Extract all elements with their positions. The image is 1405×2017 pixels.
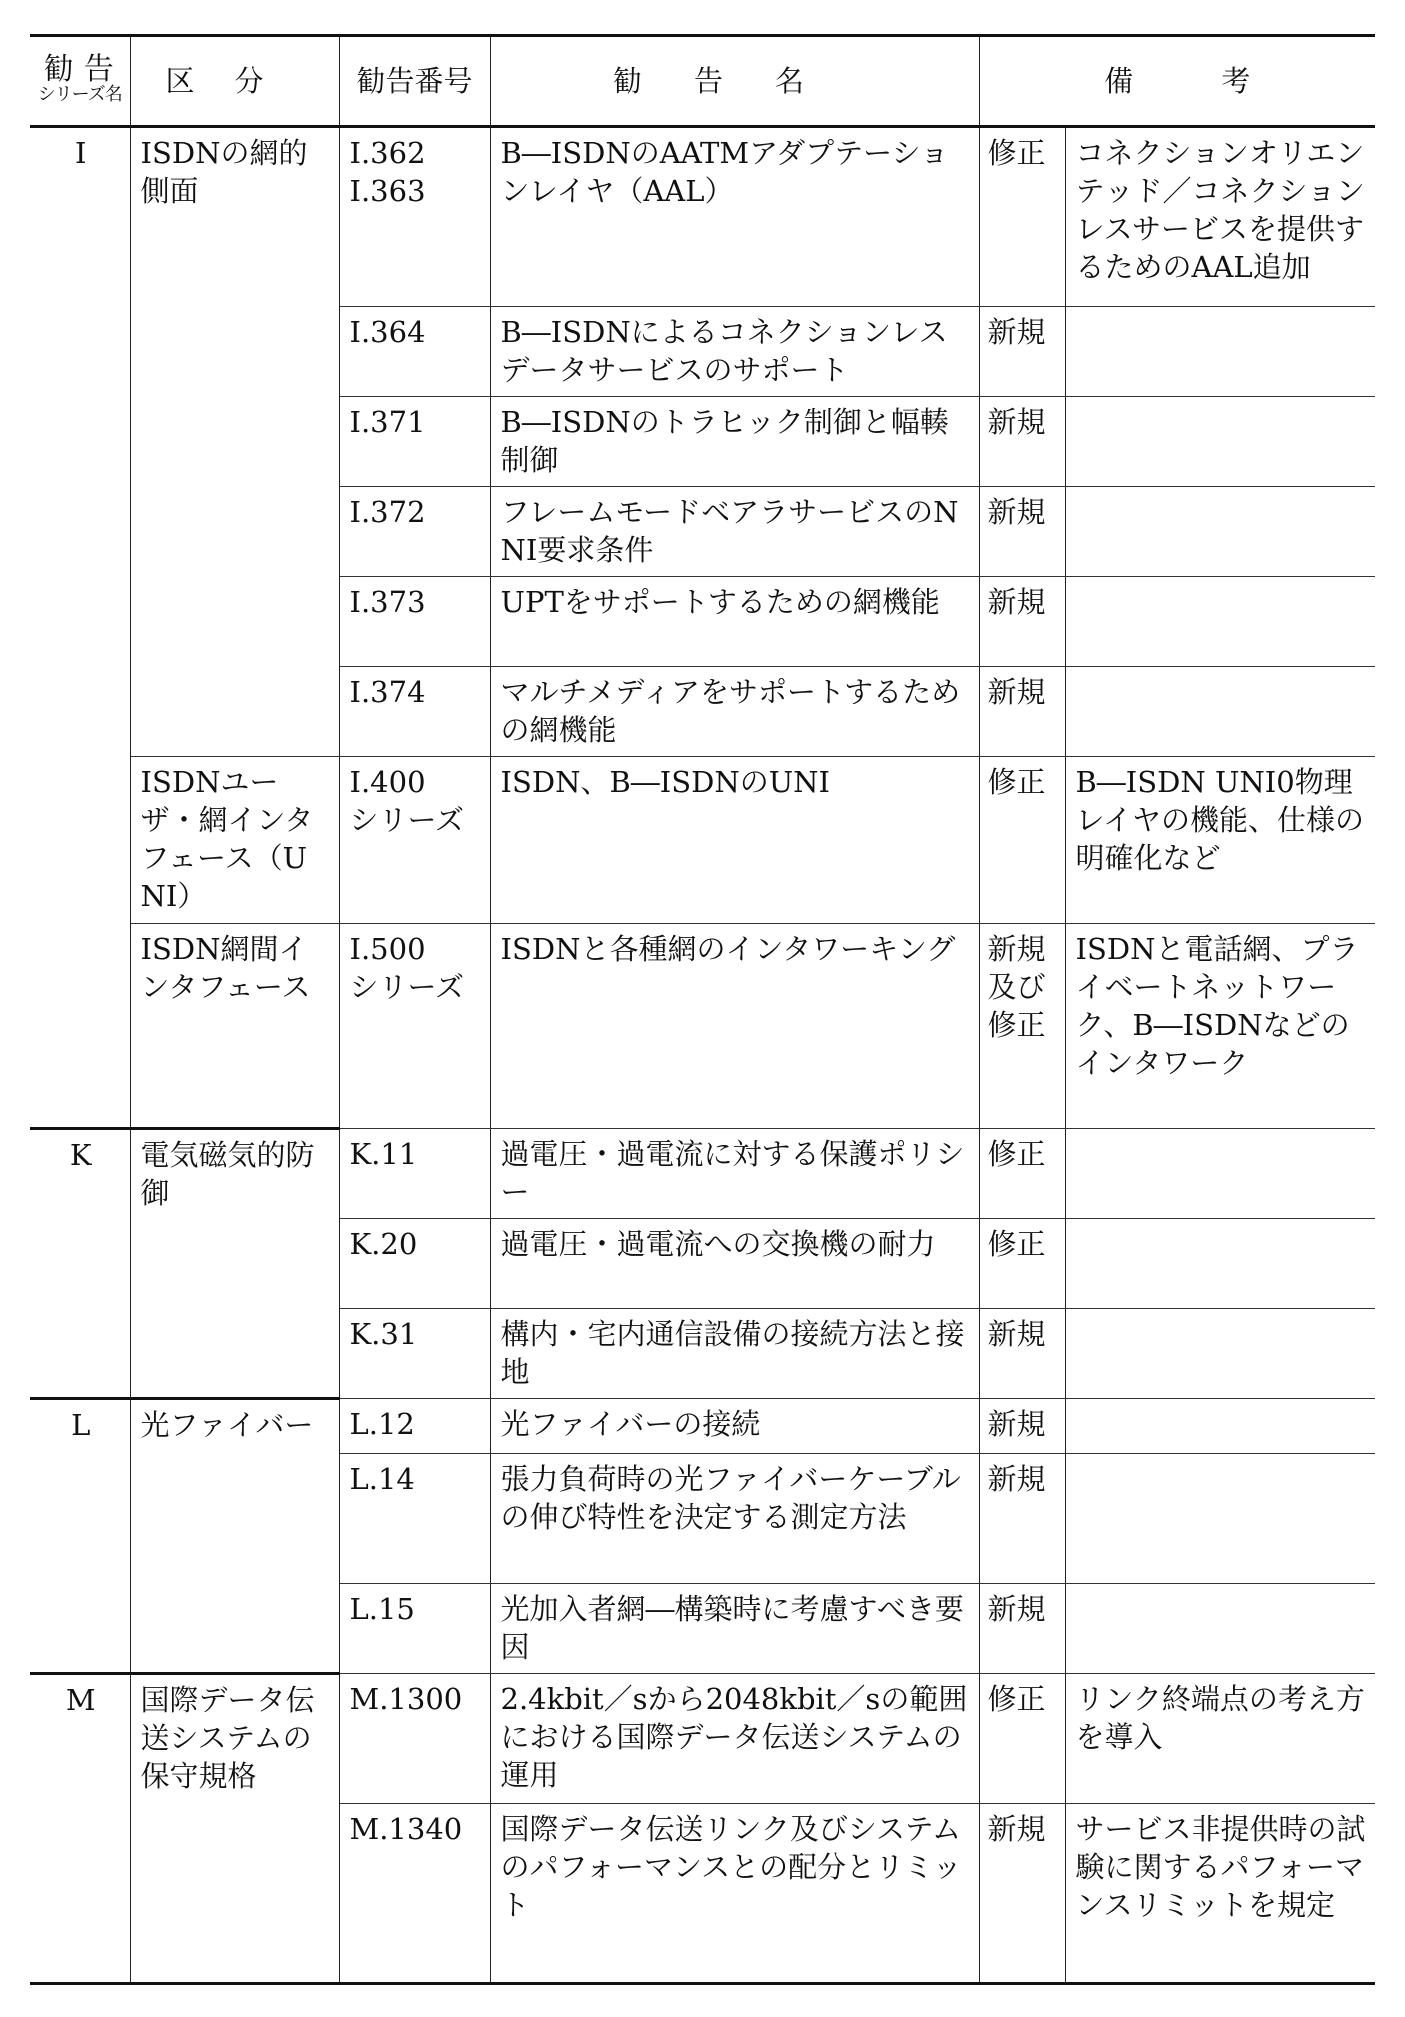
status-cell: 新規 bbox=[979, 1584, 1065, 1674]
name-cell: ISDN、B―ISDNのUNI bbox=[490, 757, 979, 924]
name-cell: B―ISDNのAATMアダプテーションレイヤ（AAL） bbox=[490, 127, 979, 307]
remarks-cell bbox=[1065, 1129, 1375, 1219]
status-cell: 新規 bbox=[979, 1309, 1065, 1399]
number-cell: K.20 bbox=[339, 1219, 490, 1309]
table-body bbox=[30, 36, 1375, 1984]
remarks-cell: サービス非提供時の試験に関するパフォーマンスリミットを規定 bbox=[1065, 1804, 1375, 1984]
remarks-cell: コネクションオリエンテッド／コネクションレスサービスを提供するためのAAL追加 bbox=[1065, 127, 1375, 307]
remarks-cell bbox=[1065, 1309, 1375, 1399]
name-cell: UPTをサポートするための網機能 bbox=[490, 577, 979, 667]
remarks-cell bbox=[1065, 487, 1375, 577]
header-number: 勧告番号 bbox=[339, 36, 490, 127]
status-cell: 修正 bbox=[979, 127, 1065, 307]
remarks-cell: B―ISDN UNI0物理レイヤの機能、仕様の明確化など bbox=[1065, 757, 1375, 924]
status-cell: 新規 bbox=[979, 307, 1065, 397]
status-cell: 修正 bbox=[979, 757, 1065, 924]
status-cell: 修正 bbox=[979, 1674, 1065, 1804]
name-cell: マルチメディアをサポートするための網機能 bbox=[490, 667, 979, 757]
header-series bbox=[30, 36, 130, 127]
remarks-cell bbox=[1065, 397, 1375, 487]
remarks-cell bbox=[1065, 1584, 1375, 1674]
series-cell: M bbox=[30, 1674, 130, 1984]
remarks-cell bbox=[1065, 307, 1375, 397]
number-cell: I.374 bbox=[339, 667, 490, 757]
header-remarks: 備考 bbox=[979, 36, 1375, 127]
remarks-cell: ISDNと電話網、プライベートネットワーク、B―ISDNなどのインタワーク bbox=[1065, 924, 1375, 1129]
remarks-cell bbox=[1065, 667, 1375, 757]
table-row bbox=[30, 1399, 1375, 1454]
table-row bbox=[30, 757, 1375, 924]
status-cell: 新規 bbox=[979, 487, 1065, 577]
category-cell: ISDN網間インタフェース bbox=[130, 924, 339, 1129]
number-cell: I.371 bbox=[339, 397, 490, 487]
remarks-cell bbox=[1065, 1454, 1375, 1584]
number-cell: L.12 bbox=[339, 1399, 490, 1454]
name-cell: 張力負荷時の光ファイバーケーブルの伸び特性を決定する測定方法 bbox=[490, 1454, 979, 1584]
number-cell: I.400 シリーズ bbox=[339, 757, 490, 924]
number-cell: M.1340 bbox=[339, 1804, 490, 1984]
series-cell: K bbox=[30, 1129, 130, 1399]
status-cell: 修正 bbox=[979, 1219, 1065, 1309]
category-cell: ISDNユーザ・網インタフェース（UNI） bbox=[130, 757, 339, 924]
category-cell: 国際データ伝送システムの保守規格 bbox=[130, 1674, 339, 1984]
remarks-cell: リンク終端点の考え方を導入 bbox=[1065, 1674, 1375, 1804]
status-cell: 新規 bbox=[979, 667, 1065, 757]
number-cell: M.1300 bbox=[339, 1674, 490, 1804]
series-cell: I bbox=[30, 127, 130, 1129]
name-cell: 構内・宅内通信設備の接続方法と接地 bbox=[490, 1309, 979, 1399]
status-cell: 新規 bbox=[979, 1804, 1065, 1984]
header-row bbox=[30, 36, 1375, 127]
category-cell: 電気磁気的防御 bbox=[130, 1129, 339, 1399]
status-cell: 修正 bbox=[979, 1129, 1065, 1219]
name-cell: 2.4kbit／sから2048kbit／sの範囲における国際データ伝送システムの運用 bbox=[490, 1674, 979, 1804]
name-cell: B―ISDNのトラヒック制御と幅輳制御 bbox=[490, 397, 979, 487]
number-cell: I.500 シリーズ bbox=[339, 924, 490, 1129]
table-row bbox=[30, 127, 1375, 307]
name-cell: フレームモードベアラサービスのNNI要求条件 bbox=[490, 487, 979, 577]
status-cell: 新規 及び 修正 bbox=[979, 924, 1065, 1129]
name-cell: 国際データ伝送リンク及びシステムのパフォーマンスとの配分とリミット bbox=[490, 1804, 979, 1984]
recommendations-table bbox=[30, 34, 1375, 1985]
number-cell: K.11 bbox=[339, 1129, 490, 1219]
category-cell: 光ファイバー bbox=[130, 1399, 339, 1674]
status-cell: 新規 bbox=[979, 577, 1065, 667]
header-series-line1: 勧告 bbox=[43, 52, 124, 87]
remarks-cell bbox=[1065, 577, 1375, 667]
remarks-cell bbox=[1065, 1219, 1375, 1309]
status-cell: 新規 bbox=[979, 397, 1065, 487]
remarks-cell bbox=[1065, 1399, 1375, 1454]
header-category: 区分 bbox=[130, 36, 339, 127]
status-cell: 新規 bbox=[979, 1454, 1065, 1584]
name-cell: 過電圧・過電流に対する保護ポリシー bbox=[490, 1129, 979, 1219]
table-row bbox=[30, 1674, 1375, 1804]
status-cell: 新規 bbox=[979, 1399, 1065, 1454]
number-cell: I.373 bbox=[339, 577, 490, 667]
name-cell: ISDNと各種網のインタワーキング bbox=[490, 924, 979, 1129]
table-row bbox=[30, 1129, 1375, 1219]
header-name: 勧告名 bbox=[490, 36, 979, 127]
header-series-line2: シリーズ名 bbox=[37, 84, 122, 105]
name-cell: 光加入者網―構築時に考慮すべき要因 bbox=[490, 1584, 979, 1674]
table-row bbox=[30, 924, 1375, 1129]
category-cell: ISDNの網的側面 bbox=[130, 127, 339, 757]
name-cell: 光ファイバーの接続 bbox=[490, 1399, 979, 1454]
number-cell: I.364 bbox=[339, 307, 490, 397]
name-cell: B―ISDNによるコネクションレスデータサービスのサポート bbox=[490, 307, 979, 397]
number-cell: I.372 bbox=[339, 487, 490, 577]
number-cell: L.14 bbox=[339, 1454, 490, 1584]
name-cell: 過電圧・過電流への交換機の耐力 bbox=[490, 1219, 979, 1309]
number-cell: I.362 I.363 bbox=[339, 127, 490, 307]
series-cell: L bbox=[30, 1399, 130, 1674]
number-cell: L.15 bbox=[339, 1584, 490, 1674]
number-cell: K.31 bbox=[339, 1309, 490, 1399]
